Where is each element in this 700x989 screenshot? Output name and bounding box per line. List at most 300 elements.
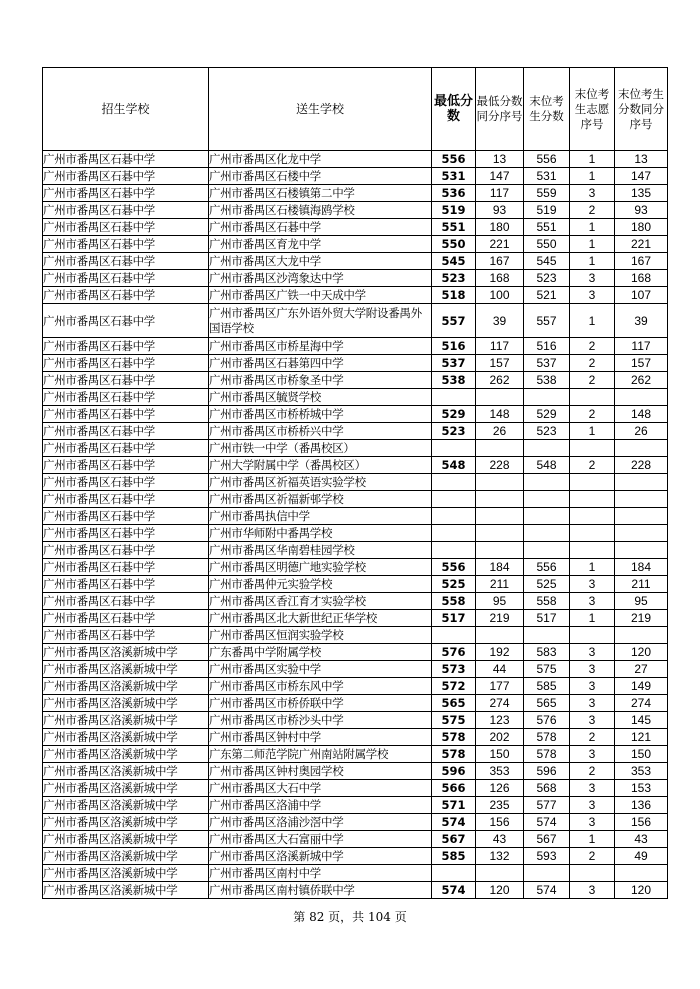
- school-cell: 广州市番禺区洛溪新城中学: [43, 882, 209, 899]
- last-pref-cell: [570, 491, 615, 508]
- min-rank-cell: 167: [476, 253, 524, 270]
- table-row: [43, 780, 668, 797]
- table-row: [43, 593, 668, 610]
- last-rank-cell: 120: [615, 644, 668, 661]
- min-score-cell: 558: [432, 593, 476, 610]
- min-score-cell: 585: [432, 848, 476, 865]
- last-score-cell: 575: [524, 661, 570, 678]
- school-cell: 广州市番禺区石碁中学: [43, 525, 209, 542]
- min-score-cell: 551: [432, 219, 476, 236]
- last-score-cell: [524, 491, 570, 508]
- table-row: [43, 610, 668, 627]
- min-score-cell: 556: [432, 559, 476, 576]
- last-rank-cell: [615, 389, 668, 406]
- min-rank-cell: [476, 508, 524, 525]
- school-cell: 广州市番禺区洛溪新城中学: [43, 712, 209, 729]
- table-row: [43, 763, 668, 780]
- last-score-cell: [524, 389, 570, 406]
- sender-cell: 广州市番禺区洛浦中学: [209, 797, 432, 814]
- last-rank-cell: 219: [615, 610, 668, 627]
- min-rank-cell: 353: [476, 763, 524, 780]
- header-last-score: 末位考生分数: [524, 68, 570, 151]
- sender-cell: 广州市番禺区毓贤学校: [209, 389, 432, 406]
- sender-cell: 广州市华师附中番禺学校: [209, 525, 432, 542]
- min-score-cell: 523: [432, 423, 476, 440]
- sender-cell: 广州市番禺区钟村奥园学校: [209, 763, 432, 780]
- min-score-cell: 574: [432, 882, 476, 899]
- last-score-cell: 576: [524, 712, 570, 729]
- last-pref-cell: 1: [570, 559, 615, 576]
- sender-cell: 广州大学附属中学（番禺校区）: [209, 457, 432, 474]
- last-score-cell: 519: [524, 202, 570, 219]
- sender-cell: 广州市番禺区市桥象圣中学: [209, 372, 432, 389]
- sender-cell: 广州市番禺区市桥东风中学: [209, 678, 432, 695]
- table-row: [43, 661, 668, 678]
- last-rank-cell: [615, 474, 668, 491]
- last-pref-cell: 2: [570, 457, 615, 474]
- last-score-cell: 593: [524, 848, 570, 865]
- last-pref-cell: 3: [570, 746, 615, 763]
- last-pref-cell: 2: [570, 406, 615, 423]
- last-rank-cell: 49: [615, 848, 668, 865]
- last-score-cell: [524, 865, 570, 882]
- sender-cell: 广州市番禺区市桥沙头中学: [209, 712, 432, 729]
- table-row: [43, 576, 668, 593]
- school-cell: 广州市番禺区石碁中学: [43, 253, 209, 270]
- sender-cell: 广州市番禺区沙湾象达中学: [209, 270, 432, 287]
- sender-cell: 广州市番禺区市桥桥城中学: [209, 406, 432, 423]
- min-score-cell: 529: [432, 406, 476, 423]
- min-score-cell: [432, 508, 476, 525]
- last-pref-cell: 2: [570, 355, 615, 372]
- sender-cell: 广州市番禺区实验中学: [209, 661, 432, 678]
- school-cell: 广州市番禺区石碁中学: [43, 389, 209, 406]
- table-row: [43, 712, 668, 729]
- sender-cell: 广州市番禺区祈福英语实验学校: [209, 474, 432, 491]
- sender-cell: 广州市番禺区钟村中学: [209, 729, 432, 746]
- last-rank-cell: 167: [615, 253, 668, 270]
- table-row: [43, 644, 668, 661]
- school-cell: 广州市番禺区石碁中学: [43, 355, 209, 372]
- header-school: 招生学校: [43, 68, 209, 151]
- table-row: [43, 491, 668, 508]
- sender-cell: 广州市铁一中学（番禺校区）: [209, 440, 432, 457]
- table-row: [43, 831, 668, 848]
- min-score-cell: 596: [432, 763, 476, 780]
- sender-cell: 广州市番禺区北大新世纪正华学校: [209, 610, 432, 627]
- school-cell: 广州市番禺区石碁中学: [43, 593, 209, 610]
- page-footer: 第 82 页，共 104 页: [293, 910, 407, 924]
- last-rank-cell: 147: [615, 168, 668, 185]
- table-row: [43, 525, 668, 542]
- last-score-cell: 578: [524, 729, 570, 746]
- last-pref-cell: 3: [570, 644, 615, 661]
- last-rank-cell: 184: [615, 559, 668, 576]
- min-rank-cell: [476, 491, 524, 508]
- min-score-cell: 536: [432, 185, 476, 202]
- school-cell: 广州市番禺区石碁中学: [43, 202, 209, 219]
- last-rank-cell: 120: [615, 882, 668, 899]
- min-score-cell: 518: [432, 287, 476, 304]
- last-score-cell: 558: [524, 593, 570, 610]
- last-rank-cell: 274: [615, 695, 668, 712]
- table-row: [43, 559, 668, 576]
- last-rank-cell: 149: [615, 678, 668, 695]
- last-score-cell: 596: [524, 763, 570, 780]
- last-pref-cell: 1: [570, 423, 615, 440]
- last-rank-cell: 136: [615, 797, 668, 814]
- last-rank-cell: 145: [615, 712, 668, 729]
- min-rank-cell: [476, 389, 524, 406]
- table-row: [43, 746, 668, 763]
- school-cell: 广州市番禺区石碁中学: [43, 627, 209, 644]
- last-score-cell: 529: [524, 406, 570, 423]
- table-row: [43, 253, 668, 270]
- last-score-cell: [524, 627, 570, 644]
- last-pref-cell: [570, 508, 615, 525]
- table-row: [43, 236, 668, 253]
- min-rank-cell: 211: [476, 576, 524, 593]
- last-pref-cell: 3: [570, 780, 615, 797]
- last-rank-cell: 95: [615, 593, 668, 610]
- last-rank-cell: 107: [615, 287, 668, 304]
- school-cell: 广州市番禺区洛溪新城中学: [43, 644, 209, 661]
- table-row: [43, 865, 668, 882]
- school-cell: 广州市番禺区石碁中学: [43, 406, 209, 423]
- min-rank-cell: 126: [476, 780, 524, 797]
- school-cell: 广州市番禺区洛溪新城中学: [43, 695, 209, 712]
- last-score-cell: 548: [524, 457, 570, 474]
- last-score-cell: 531: [524, 168, 570, 185]
- last-score-cell: 523: [524, 270, 570, 287]
- min-rank-cell: [476, 440, 524, 457]
- table-row: [43, 695, 668, 712]
- last-score-cell: 559: [524, 185, 570, 202]
- admission-table: [42, 67, 668, 899]
- last-score-cell: 538: [524, 372, 570, 389]
- last-rank-cell: 135: [615, 185, 668, 202]
- last-pref-cell: 1: [570, 253, 615, 270]
- table-row: [43, 202, 668, 219]
- min-score-cell: 571: [432, 797, 476, 814]
- min-score-cell: [432, 525, 476, 542]
- last-score-cell: 556: [524, 151, 570, 168]
- last-score-cell: 585: [524, 678, 570, 695]
- last-pref-cell: 3: [570, 576, 615, 593]
- school-cell: 广州市番禺区洛溪新城中学: [43, 831, 209, 848]
- last-score-cell: 577: [524, 797, 570, 814]
- last-pref-cell: 3: [570, 661, 615, 678]
- table-row: [43, 389, 668, 406]
- min-rank-cell: 148: [476, 406, 524, 423]
- last-pref-cell: 3: [570, 270, 615, 287]
- last-pref-cell: 3: [570, 814, 615, 831]
- sender-cell: 广州市番禺区华南碧桂园学校: [209, 542, 432, 559]
- sender-cell: 广州市番禺区市桥桥兴中学: [209, 423, 432, 440]
- min-rank-cell: 235: [476, 797, 524, 814]
- table-row: [43, 219, 668, 236]
- last-pref-cell: [570, 474, 615, 491]
- min-score-cell: [432, 440, 476, 457]
- sender-cell: 广州市番禺执信中学: [209, 508, 432, 525]
- last-score-cell: 550: [524, 236, 570, 253]
- sender-cell: 广州市番禺区育龙中学: [209, 236, 432, 253]
- last-rank-cell: 353: [615, 763, 668, 780]
- sender-cell: 广州市番禺区南村中学: [209, 865, 432, 882]
- last-rank-cell: 148: [615, 406, 668, 423]
- min-rank-cell: 123: [476, 712, 524, 729]
- table-row: [43, 729, 668, 746]
- min-rank-cell: 39: [476, 304, 524, 338]
- table-row: [43, 627, 668, 644]
- header-min-score: 最低分数: [432, 68, 476, 151]
- min-score-cell: 567: [432, 831, 476, 848]
- school-cell: 广州市番禺区石碁中学: [43, 610, 209, 627]
- min-rank-cell: 13: [476, 151, 524, 168]
- last-pref-cell: 2: [570, 763, 615, 780]
- table-row: [43, 423, 668, 440]
- last-score-cell: 583: [524, 644, 570, 661]
- min-rank-cell: 147: [476, 168, 524, 185]
- last-rank-cell: 228: [615, 457, 668, 474]
- table-row: [43, 848, 668, 865]
- min-score-cell: 574: [432, 814, 476, 831]
- sender-cell: 广州市番禺区恒润实验学校: [209, 627, 432, 644]
- last-score-cell: 521: [524, 287, 570, 304]
- last-rank-cell: 27: [615, 661, 668, 678]
- school-cell: 广州市番禺区石碁中学: [43, 372, 209, 389]
- min-rank-cell: [476, 627, 524, 644]
- last-rank-cell: 117: [615, 338, 668, 355]
- last-score-cell: 574: [524, 814, 570, 831]
- last-pref-cell: 3: [570, 593, 615, 610]
- table-row: [43, 338, 668, 355]
- min-score-cell: 516: [432, 338, 476, 355]
- sender-cell: 广州市番禺区石碁中学: [209, 219, 432, 236]
- school-cell: 广州市番禺区洛溪新城中学: [43, 797, 209, 814]
- min-rank-cell: 202: [476, 729, 524, 746]
- table-row: [43, 168, 668, 185]
- sender-cell: 广州市番禺仲元实验学校: [209, 576, 432, 593]
- last-rank-cell: 26: [615, 423, 668, 440]
- sender-cell: 广东番禺中学附属学校: [209, 644, 432, 661]
- min-score-cell: 578: [432, 729, 476, 746]
- last-pref-cell: 3: [570, 287, 615, 304]
- school-cell: 广州市番禺区石碁中学: [43, 185, 209, 202]
- last-score-cell: 517: [524, 610, 570, 627]
- last-score-cell: 537: [524, 355, 570, 372]
- last-rank-cell: [615, 491, 668, 508]
- sender-cell: 广州市番禺区祈福新邨学校: [209, 491, 432, 508]
- min-score-cell: 538: [432, 372, 476, 389]
- sender-cell: 广州市番禺区洛溪新城中学: [209, 848, 432, 865]
- min-score-cell: 548: [432, 457, 476, 474]
- school-cell: 广州市番禺区石碁中学: [43, 457, 209, 474]
- last-rank-cell: [615, 525, 668, 542]
- last-rank-cell: 180: [615, 219, 668, 236]
- school-cell: 广州市番禺区石碁中学: [43, 559, 209, 576]
- sender-cell: 广州市番禺区广铁一中天成中学: [209, 287, 432, 304]
- school-cell: 广州市番禺区洛溪新城中学: [43, 780, 209, 797]
- header-last-pref: 末位考生志愿序号: [570, 68, 615, 151]
- min-rank-cell: 26: [476, 423, 524, 440]
- last-pref-cell: 1: [570, 831, 615, 848]
- last-score-cell: 578: [524, 746, 570, 763]
- min-rank-cell: 120: [476, 882, 524, 899]
- min-rank-cell: 219: [476, 610, 524, 627]
- sender-cell: 广州市番禺区石楼中学: [209, 168, 432, 185]
- last-score-cell: [524, 440, 570, 457]
- sender-cell: 广州市番禺区大龙中学: [209, 253, 432, 270]
- school-cell: 广州市番禺区洛溪新城中学: [43, 729, 209, 746]
- min-rank-cell: 192: [476, 644, 524, 661]
- min-rank-cell: [476, 865, 524, 882]
- min-rank-cell: 150: [476, 746, 524, 763]
- min-rank-cell: 221: [476, 236, 524, 253]
- min-rank-cell: 43: [476, 831, 524, 848]
- min-rank-cell: 177: [476, 678, 524, 695]
- last-score-cell: 525: [524, 576, 570, 593]
- table-row: [43, 508, 668, 525]
- last-pref-cell: 3: [570, 882, 615, 899]
- min-rank-cell: 168: [476, 270, 524, 287]
- school-cell: 广州市番禺区洛溪新城中学: [43, 661, 209, 678]
- school-cell: 广州市番禺区洛溪新城中学: [43, 814, 209, 831]
- min-rank-cell: 93: [476, 202, 524, 219]
- min-rank-cell: 117: [476, 338, 524, 355]
- last-pref-cell: 2: [570, 202, 615, 219]
- last-rank-cell: 150: [615, 746, 668, 763]
- last-pref-cell: [570, 542, 615, 559]
- sender-cell: 广州市番禺区石楼镇第二中学: [209, 185, 432, 202]
- sender-cell: 广州市番禺区化龙中学: [209, 151, 432, 168]
- min-score-cell: [432, 865, 476, 882]
- min-rank-cell: 228: [476, 457, 524, 474]
- last-score-cell: 557: [524, 304, 570, 338]
- last-rank-cell: [615, 440, 668, 457]
- school-cell: 广州市番禺区洛溪新城中学: [43, 763, 209, 780]
- school-cell: 广州市番禺区洛溪新城中学: [43, 678, 209, 695]
- last-pref-cell: 1: [570, 219, 615, 236]
- min-rank-cell: 262: [476, 372, 524, 389]
- sender-cell: 广州市番禺区市桥侨联中学: [209, 695, 432, 712]
- min-score-cell: [432, 542, 476, 559]
- school-cell: 广州市番禺区石碁中学: [43, 338, 209, 355]
- table-row: [43, 287, 668, 304]
- min-score-cell: [432, 627, 476, 644]
- last-score-cell: 523: [524, 423, 570, 440]
- table-row: [43, 678, 668, 695]
- school-cell: 广州市番禺区石碁中学: [43, 423, 209, 440]
- last-pref-cell: [570, 627, 615, 644]
- last-pref-cell: [570, 440, 615, 457]
- last-score-cell: 567: [524, 831, 570, 848]
- min-rank-cell: [476, 525, 524, 542]
- last-rank-cell: 39: [615, 304, 668, 338]
- last-score-cell: [524, 525, 570, 542]
- header-last-rank: 末位考生分数同分序号: [615, 68, 668, 151]
- last-rank-cell: [615, 627, 668, 644]
- last-rank-cell: 43: [615, 831, 668, 848]
- last-pref-cell: 1: [570, 168, 615, 185]
- sender-cell: 广州市番禺区市桥星海中学: [209, 338, 432, 355]
- school-cell: 广州市番禺区石碁中学: [43, 542, 209, 559]
- last-rank-cell: 121: [615, 729, 668, 746]
- table-row: [43, 457, 668, 474]
- min-rank-cell: 117: [476, 185, 524, 202]
- table-row: [43, 151, 668, 168]
- table-body: [43, 151, 668, 899]
- school-cell: 广州市番禺区石碁中学: [43, 270, 209, 287]
- min-score-cell: 525: [432, 576, 476, 593]
- last-score-cell: 568: [524, 780, 570, 797]
- table-row: [43, 814, 668, 831]
- last-rank-cell: 157: [615, 355, 668, 372]
- min-score-cell: 576: [432, 644, 476, 661]
- school-cell: 广州市番禺区石碁中学: [43, 474, 209, 491]
- last-pref-cell: 2: [570, 338, 615, 355]
- last-score-cell: 516: [524, 338, 570, 355]
- school-cell: 广州市番禺区石碁中学: [43, 168, 209, 185]
- last-score-cell: 574: [524, 882, 570, 899]
- last-score-cell: 556: [524, 559, 570, 576]
- last-score-cell: [524, 542, 570, 559]
- min-rank-cell: 44: [476, 661, 524, 678]
- min-rank-cell: 180: [476, 219, 524, 236]
- table-row: [43, 882, 668, 899]
- last-pref-cell: 2: [570, 729, 615, 746]
- min-score-cell: 550: [432, 236, 476, 253]
- min-score-cell: [432, 389, 476, 406]
- last-score-cell: [524, 474, 570, 491]
- min-score-cell: 575: [432, 712, 476, 729]
- min-score-cell: 557: [432, 304, 476, 338]
- school-cell: 广州市番禺区洛溪新城中学: [43, 746, 209, 763]
- sender-cell: 广州市番禺区大石富丽中学: [209, 831, 432, 848]
- last-rank-cell: 153: [615, 780, 668, 797]
- last-pref-cell: 1: [570, 236, 615, 253]
- last-score-cell: [524, 508, 570, 525]
- min-rank-cell: 274: [476, 695, 524, 712]
- last-rank-cell: 13: [615, 151, 668, 168]
- min-score-cell: 556: [432, 151, 476, 168]
- header-sender: 送生学校: [209, 68, 432, 151]
- sender-cell: 广东第二师范学院广州南站附属学校: [209, 746, 432, 763]
- min-score-cell: 519: [432, 202, 476, 219]
- min-score-cell: 573: [432, 661, 476, 678]
- table-row: [43, 406, 668, 423]
- table-row: [43, 440, 668, 457]
- last-rank-cell: 168: [615, 270, 668, 287]
- last-score-cell: 551: [524, 219, 570, 236]
- min-score-cell: 517: [432, 610, 476, 627]
- school-cell: 广州市番禺区洛溪新城中学: [43, 865, 209, 882]
- school-cell: 广州市番禺区石碁中学: [43, 508, 209, 525]
- sender-cell: 广州市番禺区石碁第四中学: [209, 355, 432, 372]
- min-score-cell: 572: [432, 678, 476, 695]
- last-pref-cell: 3: [570, 678, 615, 695]
- school-cell: 广州市番禺区石碁中学: [43, 287, 209, 304]
- last-pref-cell: 3: [570, 797, 615, 814]
- header-row: [43, 68, 668, 151]
- last-rank-cell: 156: [615, 814, 668, 831]
- school-cell: 广州市番禺区石碁中学: [43, 491, 209, 508]
- min-score-cell: 523: [432, 270, 476, 287]
- last-pref-cell: 2: [570, 848, 615, 865]
- sender-cell: 广州市番禺区大石中学: [209, 780, 432, 797]
- min-rank-cell: [476, 542, 524, 559]
- sender-cell: 广州市番禺区南村镇侨联中学: [209, 882, 432, 899]
